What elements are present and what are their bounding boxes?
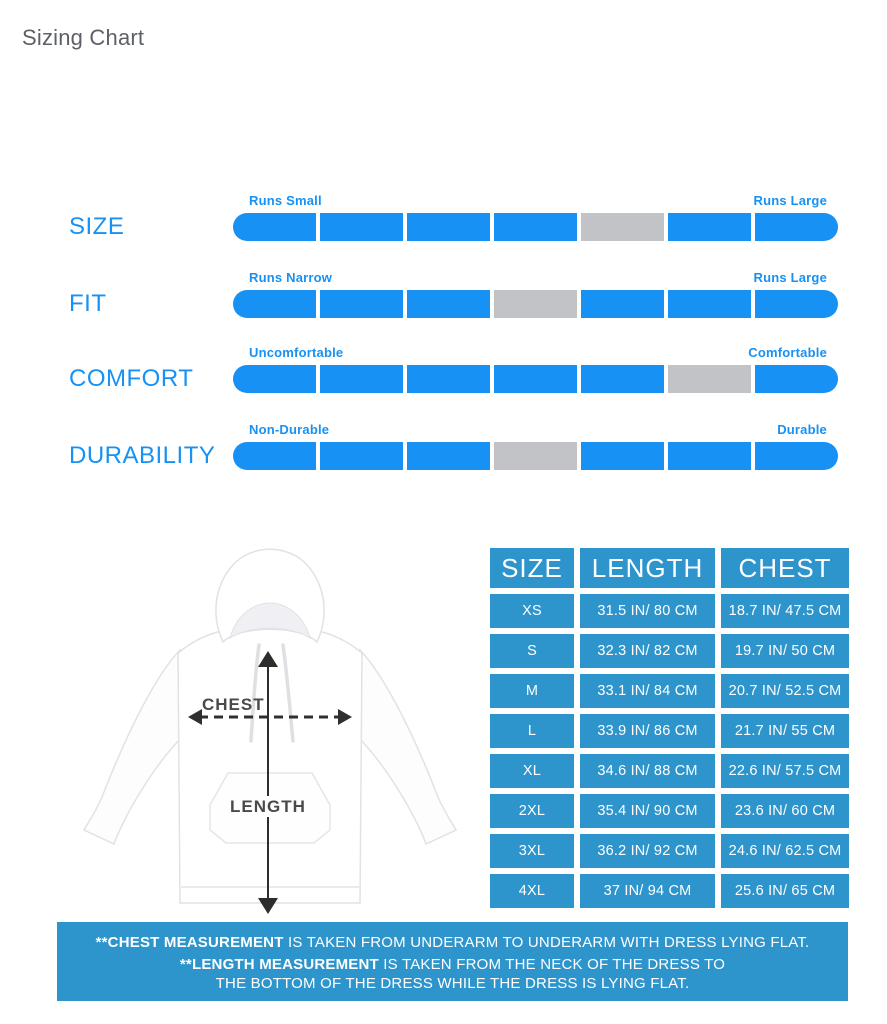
rating-bar [233,213,838,241]
rating-segment [494,365,577,393]
size-table-cell: 37 IN/ 94 CM [580,874,715,908]
rating-high-label: Runs Large [753,193,827,208]
rating-segment [755,365,838,393]
hoodie-left-sleeve [84,650,184,844]
size-table-cell: 35.4 IN/ 90 CM [580,794,715,828]
size-table-cell: 36.2 IN/ 92 CM [580,834,715,868]
size-table-cell: 2XL [490,794,574,828]
chest-measurement-note [87,933,818,953]
rating-segment [755,290,838,318]
rating-bar-area [233,193,838,243]
rating-segment [581,365,664,393]
rating-segment [407,365,490,393]
length-measurement-note [87,955,818,994]
rating-low-label: Uncomfortable [249,345,344,360]
rating-high-label: Durable [777,422,827,437]
size-table-cell: XS [490,594,574,628]
rating-segment [407,290,490,318]
rating-bar [233,365,838,393]
rating-segment [494,213,577,241]
rating-segment [668,442,751,470]
hoodie-diagram-image [60,545,480,925]
rating-category-label: COMFORT [69,365,194,392]
size-table-cell: 33.1 IN/ 84 CM [580,674,715,708]
rating-segment [233,290,316,318]
rating-low-label: Runs Small [249,193,322,208]
size-table-cell: 34.6 IN/ 88 CM [580,754,715,788]
rating-category-label: SIZE [69,213,125,240]
rating-high-label: Comfortable [748,345,827,360]
rating-segment [320,290,403,318]
rating-segment [407,213,490,241]
rating-low-label: Runs Narrow [249,270,333,285]
rating-segment [668,290,751,318]
size-table-cell: 24.6 IN/ 62.5 CM [721,834,849,868]
size-table-header-cell: LENGTH [580,548,715,588]
rating-segment [407,442,490,470]
length-note-bold: **LENGTH MEASUREMENT [179,955,379,973]
rating-segment [233,213,316,241]
size-table-cell: 18.7 IN/ 47.5 CM [721,594,849,628]
size-table-cell: 32.3 IN/ 82 CM [580,634,715,668]
rating-marker-segment [494,290,577,318]
rating-segment [320,213,403,241]
size-table-cell: 23.6 IN/ 60 CM [721,794,849,828]
length-note-text: IS TAKEN FROM THE NECK OF THE DRESS TO [378,955,726,973]
chest-label: CHEST [202,695,265,714]
size-table-cell: 21.7 IN/ 55 CM [721,714,849,748]
rating-low-label: Non-Durable [249,422,330,437]
rating-bar [233,290,838,318]
length-label: LENGTH [230,797,306,816]
rating-marker-segment [494,442,577,470]
hoodie-body [178,627,362,903]
rating-row [0,345,887,397]
size-table-header-cell: SIZE [490,548,574,588]
size-table-cell: S [490,634,574,668]
size-table-cell: 4XL [490,874,574,908]
chest-note-bold: **CHEST MEASUREMENT [95,934,284,951]
rating-segment [233,365,316,393]
rating-marker-segment [668,365,751,393]
hoodie-diagram [60,545,480,925]
rating-bar [233,442,838,470]
size-table-cell: XL [490,754,574,788]
hoodie-right-sleeve [356,650,456,844]
rating-category-label: DURABILITY [69,442,216,469]
length-arrowhead-bottom [258,898,278,914]
length-note-text-line2: THE BOTTOM OF THE DRESS WHILE THE DRESS IS LYING FLAT. [215,975,690,992]
rating-row [0,270,887,322]
page-title: Sizing Chart [22,25,145,50]
measurement-notes [57,922,848,1001]
size-table-cell: 33.9 IN/ 86 CM [580,714,715,748]
rating-row [0,193,887,245]
rating-segment [233,442,316,470]
size-table-cell: 31.5 IN/ 80 CM [580,594,715,628]
size-table-cell: 19.7 IN/ 50 CM [721,634,849,668]
rating-row [0,422,887,474]
size-table [490,548,849,908]
rating-segment [755,213,838,241]
rating-high-label: Runs Large [753,270,827,285]
size-table-cell: 20.7 IN/ 52.5 CM [721,674,849,708]
rating-category-label: FIT [69,290,107,317]
chest-note-text: IS TAKEN FROM UNDERARM TO UNDERARM WITH DRESS LYING FLAT. [283,934,810,951]
size-table-cell: 22.6 IN/ 57.5 CM [721,754,849,788]
rating-segment [668,213,751,241]
size-table-cell: 25.6 IN/ 65 CM [721,874,849,908]
rating-segment [320,365,403,393]
size-table-header-cell: CHEST [721,548,849,588]
size-table-cell: 3XL [490,834,574,868]
rating-bar-area [233,422,838,472]
rating-marker-segment [581,213,664,241]
rating-segment [320,442,403,470]
rating-segment [581,290,664,318]
rating-bar-area [233,270,838,320]
rating-segment [581,442,664,470]
size-table-cell: L [490,714,574,748]
size-table-cell: M [490,674,574,708]
rating-segment [755,442,838,470]
rating-bar-area [233,345,838,395]
